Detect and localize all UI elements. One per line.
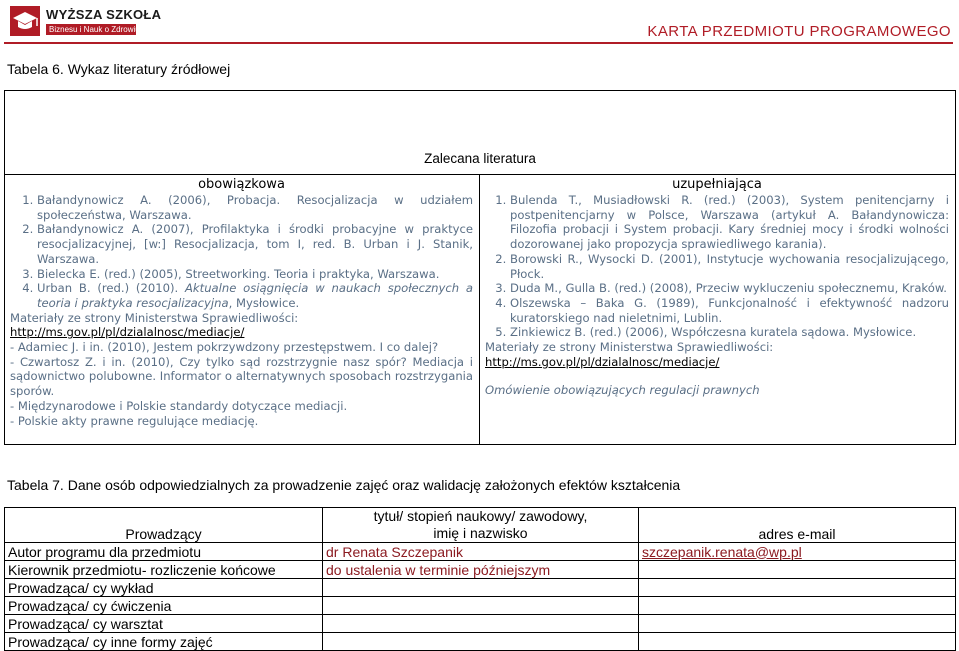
row-name: do ustalenia w terminie późniejszym — [323, 561, 639, 579]
supplementary-item: 4. Olszewska – Baka G. (1989), Funkcjonalność i efektywność nadzoru kuratorskiego nad nieletnimi, Lublin. — [510, 296, 949, 325]
row-name: dr Renata Szczepanik — [323, 543, 639, 561]
mandatory-item — [37, 281, 473, 310]
table7-caption: Tabela 7. Dane osób odpowiedzialnych za prowadzenie zajęć oraz walidację założonych efektów kształcenia — [7, 477, 681, 493]
staff-table — [4, 507, 956, 651]
row-name — [323, 615, 639, 633]
table-row — [5, 597, 956, 615]
mandatory-item: 2. Bałandynowicz A. (2007), Profilaktyka i środki probacyjne w praktyce resocjalizacyjnej, [w:] Resocjalizacja, tom I, red. B. Urban i J. Stanik, Warszawa. — [37, 222, 473, 266]
table6-caption: Tabela 6. Wykaz literatury źródłowej — [7, 61, 231, 77]
row-email — [639, 579, 956, 597]
supplementary-materials-label: Materiały ze strony Ministerstwa Sprawiedliwości: — [485, 340, 774, 355]
mandatory-extra-item: - Polskie akty prawne regulujące mediację. — [10, 413, 259, 428]
header-name-line2: imię i nazwisko — [433, 525, 528, 541]
mandatory-literature-cell — [5, 175, 480, 445]
row-name — [323, 579, 639, 597]
table-row — [5, 615, 956, 633]
university-logo — [10, 6, 162, 36]
row-email — [639, 615, 956, 633]
row-role: Prowadząca/ cy wykład — [5, 579, 323, 597]
mandatory-extra-item: - Międzynarodowe i Polskie standardy dotyczące mediacji. — [10, 398, 348, 413]
mandatory-extra-item: - Adamiec J. i in. (2010), Jestem pokrzywdzony przestępstwem. I co dalej? — [10, 340, 439, 355]
row-role: Prowadząca/ cy ćwiczenia — [5, 597, 323, 615]
supplementary-materials-link[interactable]: http://ms.gov.pl/pl/dzialalnosc/mediacje/ — [485, 354, 720, 369]
mandatory-heading: obowiązkowa — [198, 177, 285, 192]
logo-name: WYŻSZA SZKOŁA — [46, 7, 162, 22]
header-role: Prowadzący — [5, 508, 323, 543]
supplementary-note: Omówienie obowiązujących regulacji prawnych — [485, 383, 760, 398]
staff-table-header — [5, 508, 956, 543]
row-email — [639, 561, 956, 579]
mandatory-item: 1. Bałandynowicz A. (2006), Probacja. Resocjalizacja w udziałem społeczeństwa, Warszawa. — [37, 193, 473, 222]
mandatory-item: 3. Bielecka E. (red.) (2005), Streetworking. Teoria i praktyka, Warszawa. — [37, 267, 473, 282]
row-email — [639, 597, 956, 615]
mandatory-item4-prefix: Urban B. (red.) (2010). — [37, 281, 185, 296]
mandatory-item4-suffix: , Mysłowice. — [228, 295, 300, 310]
supplementary-heading: uzupełniająca — [672, 177, 762, 192]
supplementary-item: 1. Bulenda T., Musiadłowski R. (red.) (2003), System penitencjarny i postpenitencjarny w Polsce, Warszawa (artykuł A. Bałandynowicza: Filozofia probacji i System probacji. Kary średniej mocy i środki wolności dozorowanej jako propozycja sprawiedliwego karania). — [510, 193, 949, 252]
supplementary-item: 5. Zinkiewicz B. (red.) (2006), Współczesna kuratela sądowa. Mysłowice. — [510, 325, 949, 340]
row-email-link[interactable]: szczepanik.renata@wp.pl — [639, 543, 956, 561]
header-email: adres e-mail — [639, 508, 956, 543]
table-row — [5, 543, 956, 561]
mandatory-extra-item: - Czwartosz Z. i in. (2010), Czy tylko sąd rozstrzygnie nasz spór? Mediacja i sądownictwo polubowne. Informator o alternatywnych sposobach rozstrzygania sporów. — [10, 354, 473, 399]
row-role: Prowadząca/ cy inne formy zajęć — [5, 633, 323, 651]
graduation-cap-icon — [10, 6, 40, 36]
supplementary-item: 2. Borowski R., Wysocki D. (2001), Instytucje wychowania resocjalizującego, Płock. — [510, 252, 949, 281]
row-role: Kierownik przedmiotu- rozliczenie końcowe — [5, 561, 323, 579]
row-name — [323, 597, 639, 615]
row-role: Prowadząca/ cy warsztat — [5, 615, 323, 633]
supplementary-item: 3. Duda M., Gulla B. (red.) (2008), Przeciw wykluczeniu społecznemu, Kraków. — [510, 281, 949, 296]
table-row — [5, 579, 956, 597]
header-divider — [4, 42, 953, 44]
row-role: Autor programu dla przedmiotu — [5, 543, 323, 561]
logo-subtitle: Biznesu i Nauk o Zdrowiu — [46, 24, 136, 35]
literature-table — [4, 90, 956, 445]
literature-heading: Zalecana literatura — [5, 91, 956, 175]
mandatory-materials-link[interactable]: http://ms.gov.pl/pl/dzialalnosc/mediacje/ — [10, 325, 245, 340]
page-header-title: KARTA PRZEDMIOTU PROGRAMOWEGO — [647, 23, 951, 40]
mandatory-materials-label: Materiały ze strony Ministerstwa Sprawiedliwości: — [10, 310, 299, 325]
header-name-line1: tytuł/ stopień naukowy/ zawodowy, — [373, 508, 588, 524]
mandatory-item4-title: Aktualne osiągnięcia w naukach społecznych a teoria i praktyka resocjalizacyjna — [37, 281, 473, 310]
table-row — [5, 561, 956, 579]
header-name — [323, 508, 639, 543]
supplementary-literature-cell — [480, 175, 956, 445]
